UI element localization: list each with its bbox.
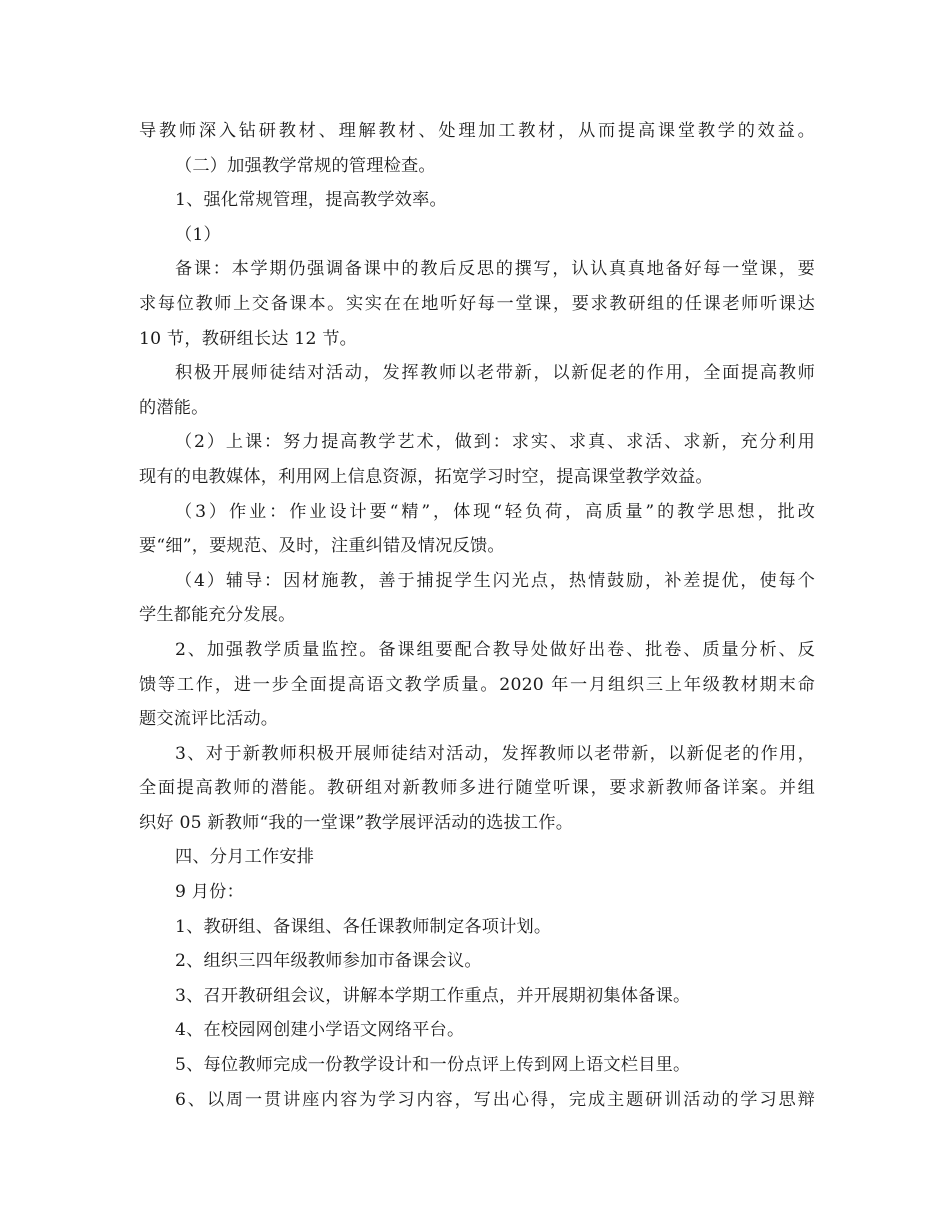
text-line: 学生都能充分发展。 <box>139 605 296 626</box>
text-line: 10 节，教研组长达 12 节。 <box>139 328 358 349</box>
list-item: 5、每位教师完成一份教学设计和一份点评上传到网上语文栏目里。 <box>175 1055 691 1076</box>
text-line: 积极开展师徒结对活动，发挥教师以老带新，以新促老的作用，全面提高教师 <box>175 363 815 384</box>
item-number: （1） <box>175 224 221 245</box>
subsection-heading: 1、强化常规管理，提高教学效率。 <box>175 190 447 211</box>
text-line: 求每位教师上交备课本。实实在在地听好每一堂课，要求教研组的任课老师听课达 <box>139 293 815 314</box>
text-line: 馈等工作，进一步全面提高语文教学质量。2020 年一月组织三上年级教材期末命 <box>139 674 815 695</box>
text-line: 的潜能。 <box>139 397 209 418</box>
text-line: 2、加强教学质量监控。备课组要配合教导处做好出卷、批卷、质量分析、反 <box>175 639 815 660</box>
list-item: 3、召开教研组会议，讲解本学期工作重点，并开展期初集体备课。 <box>175 985 691 1006</box>
text-line: 3、对于新教师积极开展师徒结对活动，发挥教师以老带新，以新促老的作用， <box>175 743 815 764</box>
document-body <box>139 114 815 1117</box>
list-item: 6、以周一贯讲座内容为学习内容，写出心得，完成主题研训活动的学习思辩 <box>175 1089 815 1110</box>
section-heading: 四、分月工作安排 <box>175 847 315 868</box>
text-line: 题交流评比活动。 <box>139 709 279 730</box>
text-line: （4）辅导：因材施教，善于捕捉学生闪光点，热情鼓励，补差提优，使每个 <box>175 570 815 591</box>
list-item: 2、组织三四年级教师参加市备课会议。 <box>175 951 482 972</box>
text-line: （2）上课：努力提高教学艺术，做到：求实、求真、求活、求新，充分利用 <box>175 432 815 453</box>
text-line: 导教师深入钻研教材、理解教材、处理加工教材，从而提高课堂教学的效益。 <box>139 121 815 141</box>
list-item: 4、在校园网创建小学语文网络平台。 <box>175 1020 465 1041</box>
month-heading: 9 月份： <box>175 882 244 903</box>
text-line: 现有的电教媒体，利用网上信息资源，拓宽学习时空，提高课堂教学效益。 <box>139 466 713 487</box>
text-line: （3）作业：作业设计要“精”，体现“轻负荷，高质量”的教学思想，批改 <box>175 501 815 522</box>
list-item: 1、教研组、备课组、各任课教师制定各项计划。 <box>175 916 552 937</box>
section-heading: （二）加强教学常规的管理检查。 <box>175 155 436 176</box>
text-line: 全面提高教师的潜能。教研组对新教师多进行随堂听课，要求新教师备详案。并组 <box>139 778 815 799</box>
text-line: 要“细”，要规范、及时，注重纠错及情况反馈。 <box>139 536 505 557</box>
text-line: 织好 05 新教师“我的一堂课”教学展评活动的选拔工作。 <box>139 812 574 833</box>
text-line: 备课：本学期仍强调备课中的教后反思的撰写，认认真真地备好每一堂课，要 <box>175 259 815 280</box>
